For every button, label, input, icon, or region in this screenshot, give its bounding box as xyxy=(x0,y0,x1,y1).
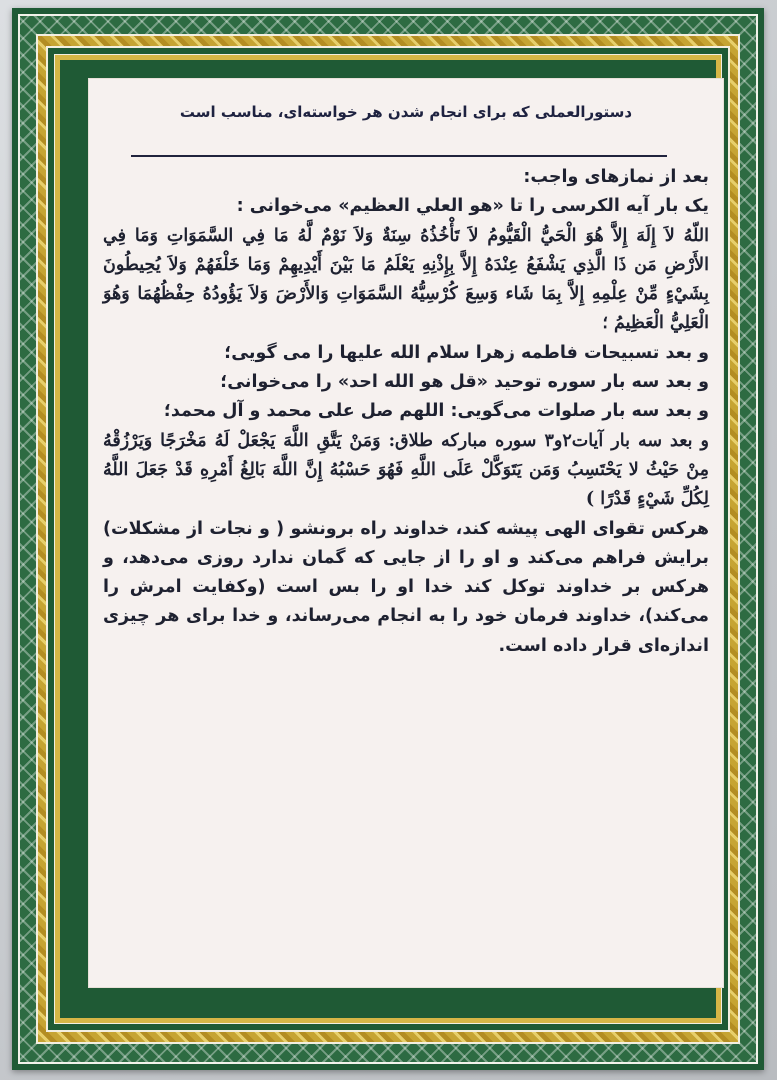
card-body xyxy=(103,163,709,661)
title-divider xyxy=(131,155,667,157)
card-title: دستورالعملی که برای انجام شدن هر خواسته‌ای، مناسب است xyxy=(179,103,633,121)
tawhid-instruction: و بعد سه بار سوره توحید «قل هو الله احد» را می‌خوانی؛ xyxy=(220,372,709,393)
salawat-instruction: و بعد سه بار صلوات می‌گویی: اللهم صل علی محمد و آل محمد؛ xyxy=(163,401,709,422)
tasbihat-instruction: و بعد تسبیحات فاطمه زهرا سلام الله علیها را می گویی؛ xyxy=(224,342,709,363)
text-panel xyxy=(88,78,724,988)
ayat-kursi-verse: اللّهُ لاَ إِلَهَ إِلاَّ هُوَ الْحَيُّ الْقَيُّومُ لاَ تَأْخُذُهُ سِنَةٌ وَلاَ نَوْمٌ لَّهُ مَا فِي السَّمَوَاتِ وَمَا فِي الأَرْضِ مَن ذَا الَّذِي يَشْفَعُ عِنْدَهُ إِلاَّ بِإِذْنِهِ يَعْلَمُ مَا بَيْنَ أَيْدِيهِمْ وَمَا خَلْفَهُمْ وَلاَ يُحِيطُونَ بِشَيْءٍ مِّنْ عِلْمِهِ إِلاَّ بِمَا شَاء وَسِعَ كُرْسِيُّهُ السَّمَوَاتِ وَالأَرْضَ وَلاَ يَؤُودُهُ حِفْظُهُمَا وَهُوَ الْعَلِيُّ الْعَظِيمُ ؛ xyxy=(103,225,709,334)
ayat-kursi-instruction: یک بار آیه الکرسی را تا «هو العلي العظيم» می‌خوانی : xyxy=(236,196,709,217)
talaq-verse: و بعد سه بار آیات۲و۳ سوره مبارکه طلاق: وَمَنْ يَتَّقِ اللَّهَ يَجْعَلْ لَهُ مَخْرَجًا وَيَرْزُقْهُ مِنْ حَيْثُ لا يَحْتَسِبُ وَمَن يَتَوَكَّلْ عَلَى اللَّهِ فَهُوَ حَسْبُهُ إِنَّ اللَّهَ بَالِغُ أَمْرِهِ قَدْ جَعَلَ اللَّهُ لِكُلِّ شَيْءٍ قَدْرًا ) xyxy=(103,430,709,510)
translation-paragraph: هرکس تقوای الهی پیشه کند، خداوند راه برونشو ( و نجات از مشکلات) برایش فراهم می‌کند و او را از جایی که گمان ندارد روزی می‌دهد، و هرکس بر خداوند توکل کند خدا او را بس است (وکفایت امرش را می‌کند)، خداوند فرمان خود را به انجام می‌رساند، و خدا برای هر چیزی اندازه‌ای قرار داده است. xyxy=(103,518,709,656)
intro-line: بعد از نمازهای واجب: xyxy=(523,167,709,187)
